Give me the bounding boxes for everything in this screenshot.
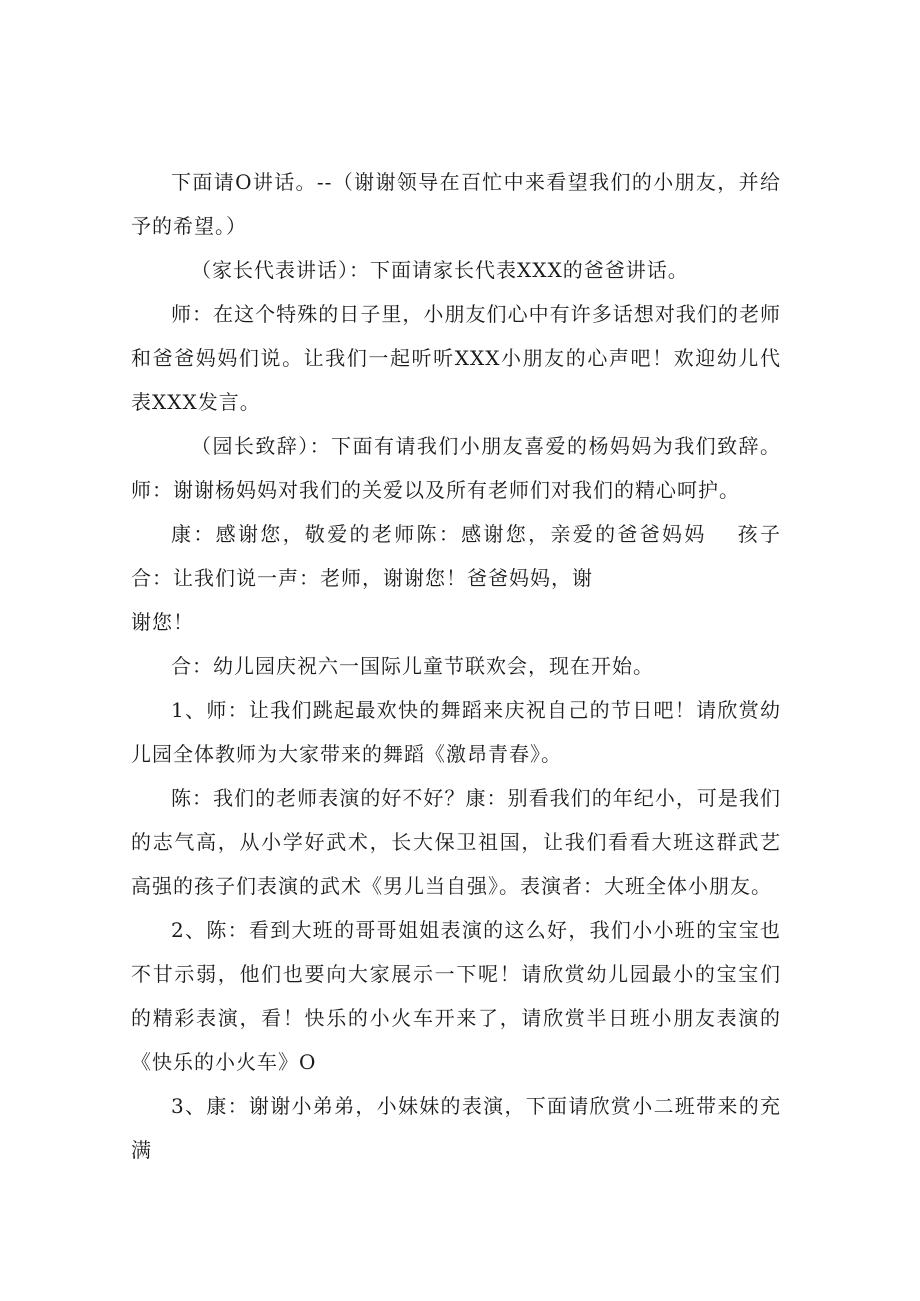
- paragraph-item-2: 2、陈：看到大班的哥哥姐姐表演的这么好，我们小小班的宝宝也不甘示弱，他们也要向大家展示一下呢！请欣赏幼儿园最小的宝宝们的精彩表演，看！快乐的小火车开来了，请欣赏半日班小朋友表演的《快乐的小火车》O: [131, 918, 781, 1074]
- paragraph-martial-arts: 陈：我们的老师表演的好不好？康：别看我们的年纪小，可是我们的志气高，从小学好武术，长大保卫祖国，让我们看看大班这群武艺高强的孩子们表演的武术《男儿当自强》。表演者：大班全体小朋友。: [131, 786, 781, 898]
- document-body: [131, 160, 781, 1172]
- paragraph-thanks-continued: 谢您！: [131, 610, 194, 634]
- paragraph-parent-speech: （家长代表讲话）：下面请家长代表XXX的爸爸讲话。: [191, 258, 689, 282]
- paragraph-item-1: 1、师：让我们跳起最欢快的舞蹈来庆祝自己的节日吧！请欣赏幼儿园全体教师为大家带来的舞蹈《激昂青春》。: [131, 698, 781, 766]
- paragraph-principal-speech: （园长致辞）：下面有请我们小朋友喜爱的杨妈妈为我们致辞。师：谢谢杨妈妈对我们的关爱以及所有老师们对我们的精心呵护。: [131, 434, 781, 502]
- paragraph-child-representative: 师：在这个特殊的日子里，小朋友们心中有许多话想对我们的老师和爸爸妈妈们说。让我们一起听听XXX小朋友的心声吧！欢迎幼儿代表XXX发言。: [131, 302, 781, 414]
- paragraph-leader-speech: 下面请O讲话。--（谢谢领导在百忙中来看望我们的小朋友，并给予的希望。）: [131, 170, 781, 238]
- paragraph-thanks: 康：感谢您，敬爱的老师陈：感谢您，亲爱的爸爸妈妈 孩子合：让我们说一声：老师，谢谢您！爸爸妈妈，谢: [131, 522, 781, 590]
- paragraph-opening: 合：幼儿园庆祝六一国际儿童节联欢会，现在开始。: [171, 654, 654, 678]
- paragraph-item-3: 3、康：谢谢小弟弟，小妹妹的表演，下面请欣赏小二班带来的充满: [131, 1094, 781, 1162]
